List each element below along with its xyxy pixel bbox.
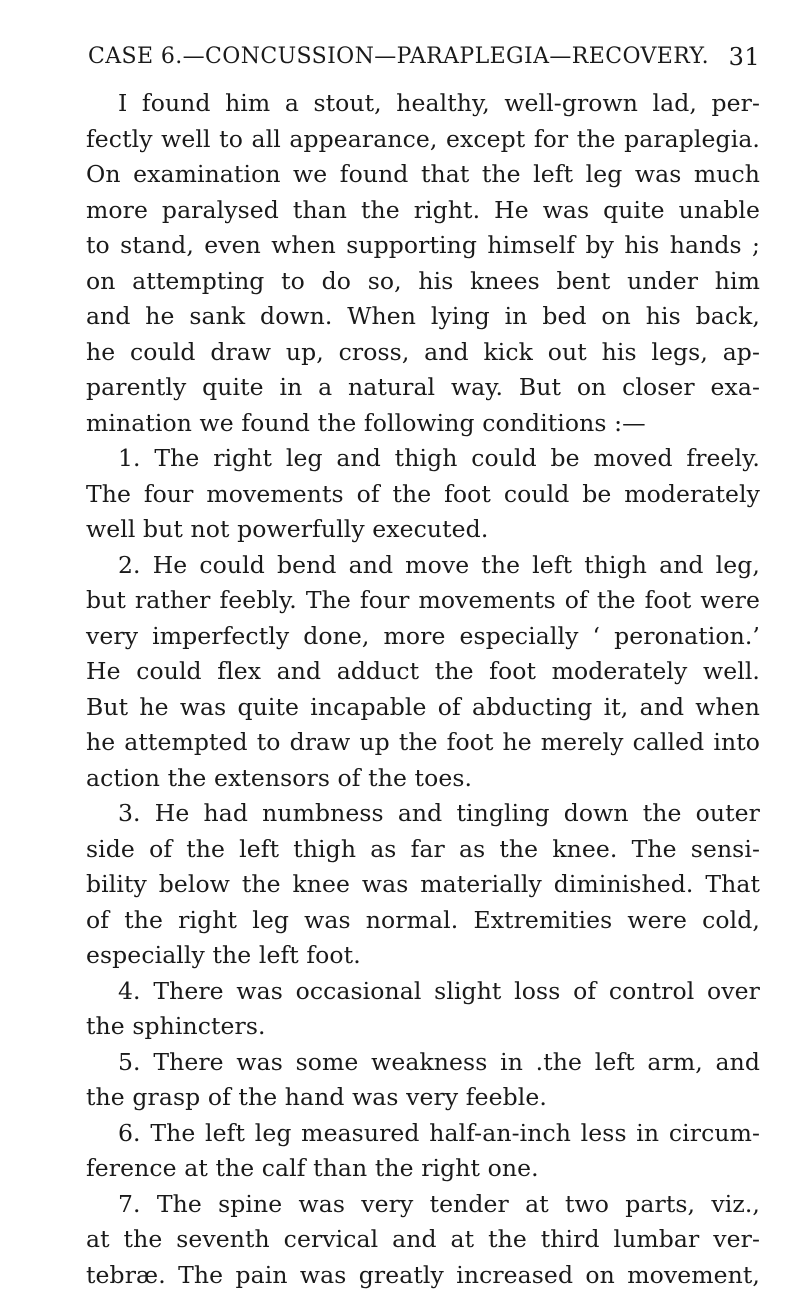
text-line: at the seventh cervical and at the third lumbar ver- xyxy=(86,1225,760,1253)
text-line: 1. The right leg and thigh could be moved freely. xyxy=(118,444,760,472)
text-line: 3. He had numbness and tingling down the outer xyxy=(118,799,760,827)
page-number: 31 xyxy=(728,43,760,71)
text-line: the sphincters. xyxy=(86,1012,266,1040)
text-line: ference at the calf than the right one. xyxy=(86,1154,539,1182)
text-line: 5. There was some weakness in .the left arm, and xyxy=(118,1047,760,1076)
body-text xyxy=(86,86,760,1293)
text-line: The four movements of the foot could be moderately xyxy=(86,479,760,508)
text-line: I found him a stout, healthy, well-grown lad, per- xyxy=(118,89,760,117)
text-line: on attempting to do so, his knees bent under him xyxy=(86,266,760,295)
text-line: 4. There was occasional slight loss of control over xyxy=(118,976,760,1005)
text-line: action the extensors of the toes. xyxy=(86,763,473,792)
text-line: He could flex and adduct the foot moderately well. xyxy=(86,657,760,685)
text-line: bility below the knee was materially diminished. That xyxy=(86,870,760,898)
text-line: very imperfectly done, more especially ‘ peronation.’ xyxy=(86,621,760,650)
text-line: of the right leg was normal. Extremities were cold, xyxy=(86,905,760,934)
text-line: mination we found the following conditions :— xyxy=(86,408,646,437)
running-head xyxy=(88,40,760,74)
text-line: and he sank down. When lying in bed on his back, xyxy=(86,302,760,330)
text-line: to stand, even when supporting himself by his hands ; xyxy=(86,231,760,259)
text-line: more paralysed than the right. He was quite unable xyxy=(86,195,760,224)
text-line: especially the left foot. xyxy=(86,941,361,969)
running-title: CASE 6.—CONCUSSION—PARAPLEGIA—RECOVERY. xyxy=(88,44,710,69)
text-line: parently quite in a natural way. But on closer exa- xyxy=(86,373,760,401)
text-line: 2. He could bend and move the left thigh and leg, xyxy=(118,550,760,579)
text-line: he could draw up, cross, and kick out his legs, ap- xyxy=(86,337,760,366)
text-line: but rather feebly. The four movements of the foot were xyxy=(86,586,760,614)
text-line: On examination we found that the left leg was much xyxy=(86,160,760,188)
text-line: side of the left thigh as far as the knee. The sensi- xyxy=(86,834,760,863)
text-line: the grasp of the hand was very feeble. xyxy=(86,1083,547,1111)
text-line: But he was quite incapable of abducting it, and when xyxy=(86,692,760,721)
text-line: tebræ. The pain was greatly increased on movement, xyxy=(86,1260,760,1289)
text-line: well but not powerfully executed. xyxy=(86,515,489,543)
text-line: he attempted to draw up the foot he merely called into xyxy=(86,728,760,756)
text-line: fectly well to all appearance, except for the paraplegia. xyxy=(86,124,760,153)
text-line: 6. The left leg measured half-an-inch less in circum- xyxy=(118,1118,760,1147)
text-line: 7. The spine was very tender at two parts, viz., xyxy=(118,1189,760,1218)
